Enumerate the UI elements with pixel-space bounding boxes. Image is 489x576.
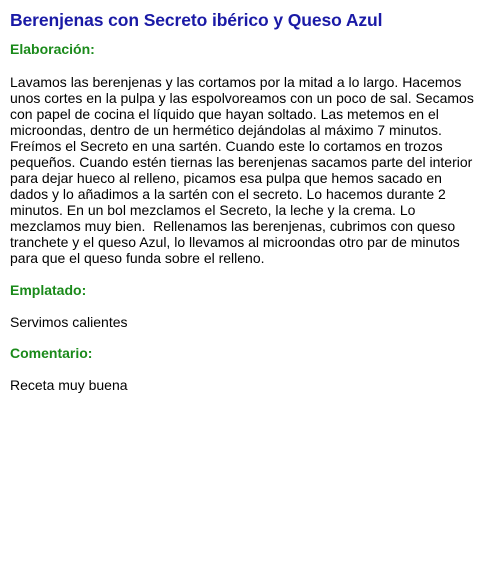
elaboracion-text: Lavamos las berenjenas y las cortamos por la mitad a lo largo. Hacemos unos cortes en la pulpa y las espolvoreamos con un poco de sal. Secamos con papel de cocina el líquido que hayan soltado. Las metemos en el microondas, dentro de un hermético dejándolas al máximo 7 minutos. Freímos el Secreto en una sartén. Cuando este lo cortamos en trozos pequeños. Cuando estén tiernas las berenjenas sacamos parte del interior para dejar hueco al relleno, picamos esa pulpa que hemos sacado en dados y lo añadimos a la sartén con el secreto. Lo hacemos durante 2 minutos. En un bol mezclamos el Secreto, la leche y la crema. Lo mezclamos muy bien. Rellenamos las berenjenas, cubrimos con queso tranchete y el queso Azul, lo llevamos al microondas otro par de minutos para que el queso funda sobre el relleno.: [10, 74, 478, 266]
emplatado-heading: Emplatado:: [10, 282, 87, 298]
comentario-text: Receta muy buena: [10, 377, 128, 393]
comentario-heading: Comentario:: [10, 345, 93, 361]
emplatado-text: Servimos calientes: [10, 314, 128, 330]
recipe-title: Berenjenas con Secreto ibérico y Queso Azul: [10, 10, 383, 30]
elaboracion-heading: Elaboración:: [10, 41, 95, 57]
